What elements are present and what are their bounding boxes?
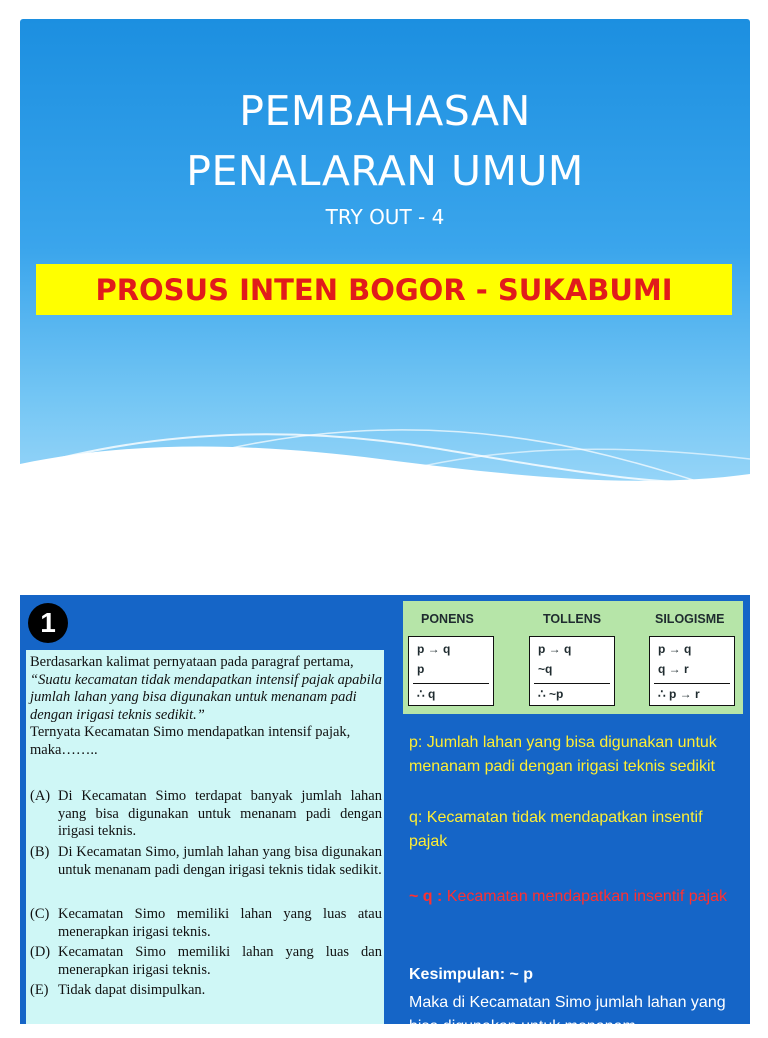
rule-conclusion: ∴ ~p: [538, 687, 564, 701]
rule-conclusion: ∴ q: [417, 687, 436, 701]
option-label: (C): [30, 906, 50, 922]
option-label: (A): [30, 788, 51, 804]
rule-box-ponens: [408, 636, 494, 706]
rule-box-tollens: [529, 636, 615, 706]
rule-premise-1: p → q: [658, 642, 692, 656]
rule-divider: [654, 683, 730, 684]
question-intro-2: Ternyata Kecamatan Simo mendapatkan intensif pajak, maka……..: [30, 724, 351, 758]
inference-rules-panel: [403, 601, 743, 714]
question-quote: “Suatu kecamatan tidak mendapatkan intensif pajak apabila jumlah lahan yang bisa digunakan untuk menanam padi dengan irigasi teknis sedikit.”: [30, 671, 382, 723]
option-label: (B): [30, 844, 50, 860]
rule-divider: [413, 683, 489, 684]
slide-title: [20, 81, 750, 201]
conclusion-label: Kesimpulan: ~ p: [409, 966, 534, 983]
question-number-badge: 1: [28, 603, 68, 643]
option-text: Tidak dapat disimpulkan.: [58, 982, 206, 998]
rule-premise-1: p → q: [417, 642, 451, 656]
option-text: Kecamatan Simo memiliki lahan yang luas atau menerapkan irigasi teknis.: [58, 906, 382, 940]
rule-divider: [534, 683, 610, 684]
p-definition: [409, 731, 739, 778]
not-q-text: Kecamatan mendapatkan insentif pajak: [442, 888, 727, 905]
slide-subtitle: TRY OUT - 4: [325, 205, 445, 229]
not-q-label: ~ q :: [409, 888, 443, 905]
option-text: Di Kecamatan Simo, jumlah lahan yang bisa digunakan untuk menanam padi dengan irigasi teknis tidak sedikit.: [58, 844, 382, 878]
banner-text: PROSUS INTEN BOGOR - SUKABUMI: [95, 273, 673, 307]
rule-premise-2: p: [417, 662, 425, 676]
title-line-1: PEMBAHASAN: [239, 87, 531, 135]
title-line-2: PENALARAN UMUM: [186, 147, 584, 195]
rule-premise-1: p → q: [538, 642, 572, 656]
p-text: : Jumlah lahan yang bisa digunakan untuk menanam padi dengan irigasi teknis sedikit: [409, 734, 717, 775]
rule-heading-tollens: TOLLENS: [543, 612, 602, 626]
question-intro: Berdasarkan kalimat pernyataan pada paragraf pertama,: [30, 654, 354, 670]
question-stem: [30, 654, 382, 759]
conclusion-text: Maka di Kecamatan Simo jumlah lahan yang bisa digunakan untuk menanam: [409, 994, 726, 1035]
not-q-definition: [409, 885, 739, 909]
rule-box-silogisme: [649, 636, 735, 706]
option-text: Di Kecamatan Simo terdapat banyak jumlah lahan yang bisa digunakan untuk menanam padi dengan irigasi teknis.: [58, 788, 382, 839]
option-text: Kecamatan Simo memiliki lahan yang luas dan menerapkan irigasi teknis.: [58, 944, 382, 978]
option-label: (E): [30, 982, 49, 998]
rule-conclusion: ∴ p → r: [658, 687, 700, 701]
rule-heading-ponens: PONENS: [421, 612, 474, 626]
rule-premise-2: ~q: [538, 662, 553, 676]
q-label: q: [409, 809, 418, 826]
banner: [36, 264, 732, 315]
rule-premise-2: q → r: [658, 662, 689, 676]
rule-heading-silogisme: SILOGISME: [655, 612, 725, 626]
title-slide: [20, 19, 750, 526]
q-text: : Kecamatan tidak mendapatkan insentif pajak: [409, 809, 703, 850]
question-box: [26, 650, 384, 1024]
q-definition: [409, 806, 739, 853]
option-label: (D): [30, 944, 51, 960]
question-slide: [20, 595, 750, 1035]
p-label: p: [409, 734, 418, 751]
